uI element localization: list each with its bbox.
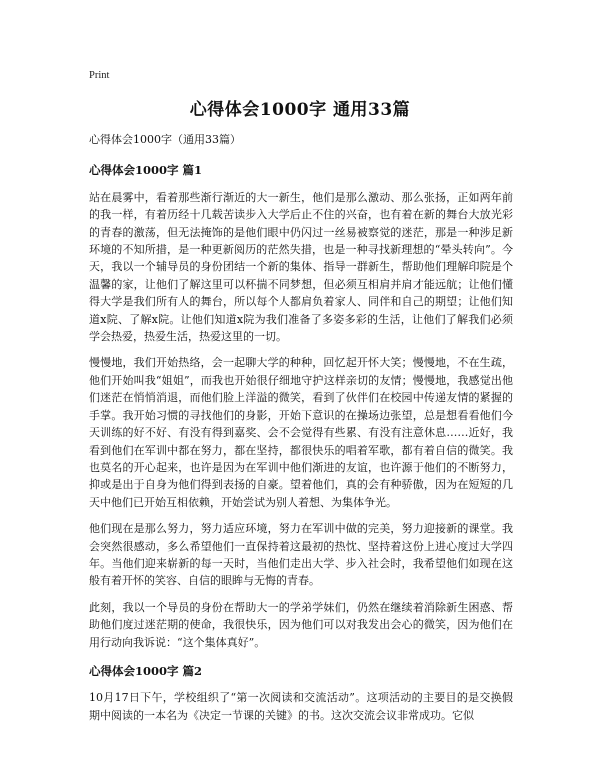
paragraph: 10月17日下午，学校组织了“第一次阅读和交流活动”。这项活动的主要目的是交换假期中阅读的一本名为《决定一节课的关键》的书。这次交流会议非常成功。它似	[89, 691, 513, 722]
paragraph: 慢慢地，我们开始热络，会一起聊大学的种种，回忆起开怀大笑；慢慢地，不在生疏，他们开始叫我“姐姐”，而我也开始很仔细地守护这样亲切的友情；慢慢地，我感觉出他们迷茫在悄悄消退，而他们脸上洋溢的微笑，看到了伙伴们在校园中传递友情的紧握的手掌。我开始习惯的寻找他们的身影，开始下意识的在操场边张望，总是想看看他们今天训练的好不好、有没有得到嘉奖、会不会觉得有些累、有没有注意休息……近好，我看到他们在军训中都在努力，都在坚持，都很快乐的唱着军歌，都有着自信的微笑。我也莫名的开心起来，也许是因为在军训中他们渐进的友谊，也许源于他们的不断努力，抑或是出于自身为他们得到表扬的自豪。望着他们，真的会有种骄傲，因为在短短的几天中他们已开始互相依赖，开始尝试为别人着想、为集体争光。	[89, 356, 513, 509]
page-title: 心得体会1000字 通用33篇	[189, 100, 411, 120]
section-heading-1: 心得体会1000字 篇1	[89, 163, 203, 178]
paragraph: 他们现在是那么努力，努力适应环境，努力在军训中做的完美，努力迎接新的课堂。我会突然很感动，多么希望他们一直保持着这最初的热忱、坚持着这份上进心度过大学四年。当他们迎来崭新的每一天时，当他们走出大学、步入社会时，我希望他们如现在这般有着开怀的笑容、自信的眼眸与无悔的青春。	[89, 522, 513, 588]
document-subtitle: 心得体会1000字（通用33篇）	[89, 133, 241, 146]
document-body	[89, 131, 513, 733]
paragraph: 站在晨雾中，看着那些渐行渐近的大一新生，他们是那么激动、那么张扬，正如两年前的我一样，有着历经十几载苦读步入大学后止不住的兴奋，也有着在新的舞台大放光彩的青春的激荡，但无法掩饰的是他们眼中仍闪过一丝易被察觉的迷茫，那是一种涉足新环境的不知所措，是一种更新阅历的茫然失措，也是一种寻找新理想的“晕头转向”。今天，我以一个辅导员的身份团结一个新的集体、指导一群新生，帮助他们理解印院是个温馨的家，让他们了解这里可以杯揣不同梦想，但必须互相肩并肩才能远航；让他们懂得大学是我们所有人的舞台，所以每个人都肩负着家人、同伴和自己的期望；让他们知道x院、了解x院。让他们知道x院为我们准备了多姿多彩的生活，让他们了解我们必须学会热爱，热爱生活，热爱这里的一切。	[89, 190, 513, 344]
print-label: Print	[89, 70, 110, 81]
paragraph: 此刻，我以一个导员的身份在帮助大一的学弟学妹们，仍然在继续着消除新生困惑、帮助他们度过迷茫期的使命，我很快乐，因为他们可以对我发出会心的微笑，因为他们在用行动向我诉说：“这个集体真好”。	[89, 600, 513, 649]
section-heading-2: 心得体会1000字 篇2	[89, 663, 203, 678]
